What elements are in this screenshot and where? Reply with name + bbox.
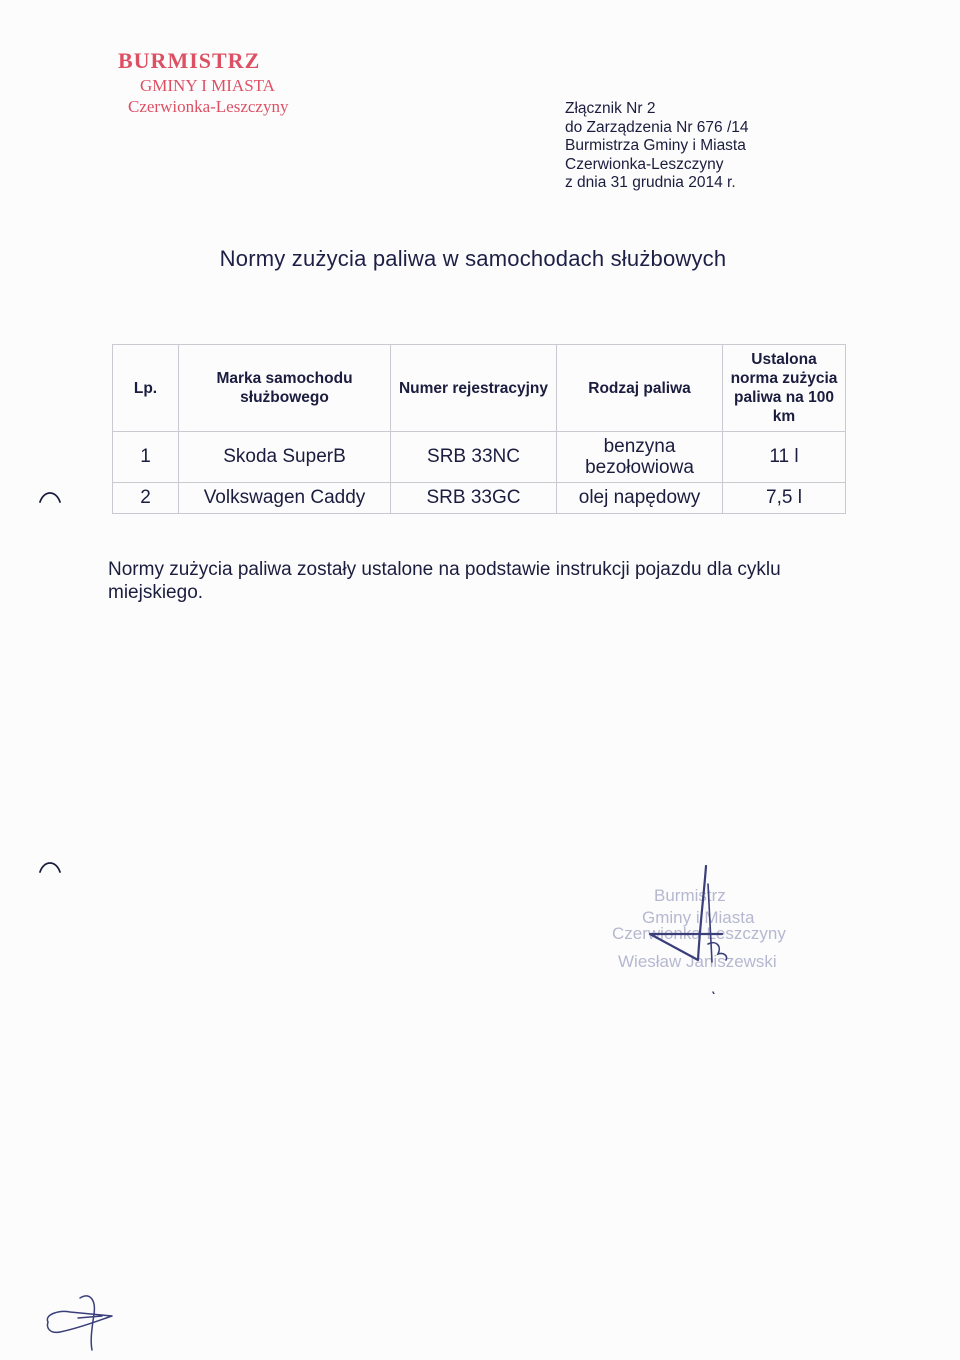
- cell-registration: SRB 33NC: [391, 432, 557, 483]
- header-make: Marka samochodu służbowego: [179, 345, 391, 432]
- header-lp: Lp.: [113, 345, 179, 432]
- table-row: [113, 483, 846, 514]
- header-registration: Numer rejestracyjny: [391, 345, 557, 432]
- annex-line: Złącznik Nr 2: [565, 100, 656, 117]
- cell-fuel-type: olej napędowy: [557, 483, 723, 514]
- cell-lp: 1: [113, 432, 179, 483]
- signature-stamp-line-1: Burmistrz: [654, 886, 726, 905]
- table-row: [113, 432, 846, 483]
- document-title: Normy zużycia paliwa w samochodach służbowych: [219, 246, 727, 271]
- punch-hole-mark: [36, 486, 66, 516]
- annex-line: Burmistrza Gminy i Miasta: [565, 137, 746, 154]
- punch-hole-mark: [36, 856, 66, 886]
- cell-registration: SRB 33GC: [391, 483, 557, 514]
- cell-fuel-type: benzyna bezołowiowa: [557, 432, 723, 483]
- stamp-line-3: Czerwionka-Leszczyny: [128, 97, 289, 116]
- stamp-line-2: GMINY I MIASTA: [140, 76, 275, 95]
- mayor-stamp: [118, 48, 288, 117]
- annex-line: z dnia 31 grudnia 2014 r.: [565, 174, 736, 191]
- signature-stamp-line-2: Gminy i Miasta: [642, 908, 755, 927]
- cell-make: Skoda SuperB: [179, 432, 391, 483]
- header-fuel-type: Rodzaj paliwa: [557, 345, 723, 432]
- annex-line: Czerwionka-Leszczyny: [565, 155, 724, 173]
- annex-header: [565, 100, 749, 193]
- mayor-signature-stamp: [612, 864, 812, 994]
- signature-stamp-line-4: Wiesław Janiszewski: [618, 952, 777, 971]
- cell-consumption-norm: 7,5 l: [723, 483, 846, 514]
- stamp-line-1: BURMISTRZ: [118, 48, 261, 73]
- handwritten-signature: [612, 864, 812, 994]
- paraph-initial-mark: [40, 1292, 130, 1352]
- norms-note: Normy zużycia paliwa zostały ustalone na podstawie instrukcji pojazdu dla cyklu miejskiego.: [108, 559, 781, 603]
- cell-make: Volkswagen Caddy: [179, 483, 391, 514]
- cell-lp: 2: [113, 483, 179, 514]
- signature-stamp-line-3: Czerwionka-Leszczyny: [612, 924, 786, 943]
- annex-line: do Zarządzenia Nr 676 /14: [565, 118, 749, 136]
- fuel-norms-table: [112, 344, 846, 514]
- header-consumption-norm: Ustalona norma zużycia paliwa na 100 km: [723, 345, 846, 432]
- cell-consumption-norm: 11 l: [723, 432, 846, 483]
- table-header-row: [113, 345, 846, 432]
